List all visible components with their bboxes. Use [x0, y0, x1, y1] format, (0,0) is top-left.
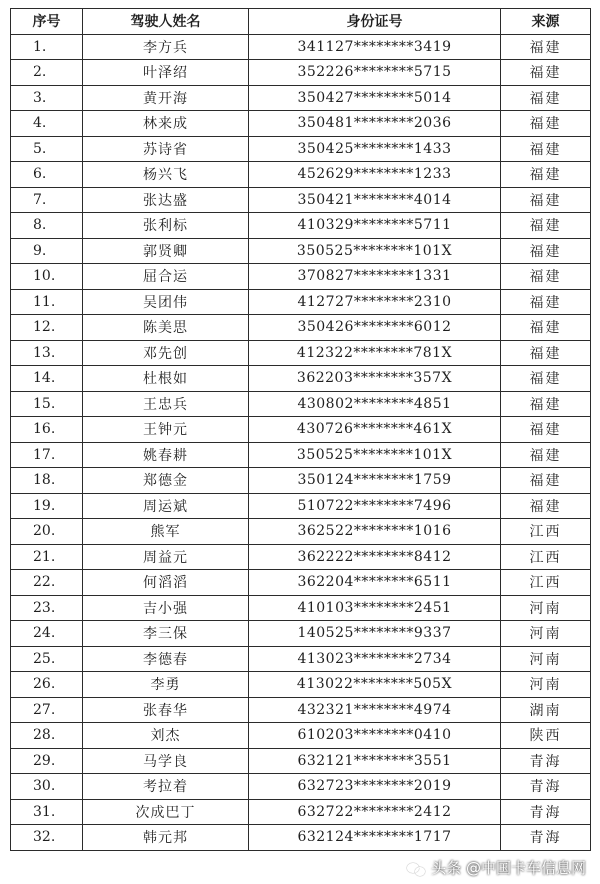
source-cell: 福建 [501, 34, 591, 60]
id-number-cell: 432321********4974 [249, 697, 501, 723]
header-index: 序号 [11, 9, 83, 35]
driver-name-cell: 郑德金 [83, 468, 249, 494]
source-cell: 福建 [501, 213, 591, 239]
table-row [11, 825, 591, 851]
source-cell: 河南 [501, 672, 591, 698]
table-row [11, 417, 591, 443]
source-cell: 青海 [501, 774, 591, 800]
source-cell: 福建 [501, 289, 591, 315]
table-row [11, 213, 591, 239]
id-number-cell: 350427********5014 [249, 85, 501, 111]
table-row [11, 391, 591, 417]
table-row [11, 111, 591, 137]
id-number-cell: 350421********4014 [249, 187, 501, 213]
id-number-cell: 632723********2019 [249, 774, 501, 800]
driver-name-cell: 吉小强 [83, 595, 249, 621]
id-number-cell: 352226********5715 [249, 60, 501, 86]
row-index-cell: 31. [11, 799, 83, 825]
source-cell: 福建 [501, 264, 591, 290]
driver-name-cell: 张利标 [83, 213, 249, 239]
driver-name-cell: 马学良 [83, 748, 249, 774]
header-id-number: 身份证号 [249, 9, 501, 35]
table-row [11, 366, 591, 392]
driver-name-cell: 考拉着 [83, 774, 249, 800]
table-row [11, 646, 591, 672]
table-row [11, 748, 591, 774]
id-number-cell: 632722********2412 [249, 799, 501, 825]
source-cell: 福建 [501, 238, 591, 264]
source-cell: 福建 [501, 162, 591, 188]
table-row [11, 34, 591, 60]
driver-name-cell: 陈美思 [83, 315, 249, 341]
table-row [11, 238, 591, 264]
row-index-cell: 12. [11, 315, 83, 341]
table-row [11, 60, 591, 86]
table-row [11, 136, 591, 162]
table-header-row [11, 9, 591, 35]
table-row [11, 493, 591, 519]
row-index-cell: 30. [11, 774, 83, 800]
id-number-cell: 413023********2734 [249, 646, 501, 672]
table-row [11, 621, 591, 647]
id-number-cell: 430802********4851 [249, 391, 501, 417]
id-number-cell: 430726********461X [249, 417, 501, 443]
driver-name-cell: 李勇 [83, 672, 249, 698]
row-index-cell: 23. [11, 595, 83, 621]
driver-name-cell: 邓先创 [83, 340, 249, 366]
driver-name-cell: 杨兴飞 [83, 162, 249, 188]
id-number-cell: 350525********101X [249, 238, 501, 264]
table-row [11, 85, 591, 111]
row-index-cell: 22. [11, 570, 83, 596]
id-number-cell: 510722********7496 [249, 493, 501, 519]
source-cell: 福建 [501, 187, 591, 213]
source-cell: 青海 [501, 799, 591, 825]
source-cell: 福建 [501, 340, 591, 366]
driver-name-cell: 杜根如 [83, 366, 249, 392]
driver-name-cell: 韩元邦 [83, 825, 249, 851]
source-cell: 福建 [501, 391, 591, 417]
table-row [11, 468, 591, 494]
driver-name-cell: 张达盛 [83, 187, 249, 213]
row-index-cell: 14. [11, 366, 83, 392]
row-index-cell: 15. [11, 391, 83, 417]
row-index-cell: 8. [11, 213, 83, 239]
table-row [11, 570, 591, 596]
id-number-cell: 350425********1433 [249, 136, 501, 162]
header-source: 来源 [501, 9, 591, 35]
id-number-cell: 341127********3419 [249, 34, 501, 60]
row-index-cell: 25. [11, 646, 83, 672]
id-number-cell: 410329********5711 [249, 213, 501, 239]
source-cell: 福建 [501, 468, 591, 494]
row-index-cell: 18. [11, 468, 83, 494]
driver-name-cell: 周益元 [83, 544, 249, 570]
driver-name-cell: 林来成 [83, 111, 249, 137]
table-row [11, 544, 591, 570]
table-row [11, 774, 591, 800]
row-index-cell: 19. [11, 493, 83, 519]
source-cell: 福建 [501, 60, 591, 86]
id-number-cell: 370827********1331 [249, 264, 501, 290]
table-row [11, 340, 591, 366]
id-number-cell: 350525********101X [249, 442, 501, 468]
source-cell: 福建 [501, 111, 591, 137]
source-cell: 福建 [501, 417, 591, 443]
driver-name-cell: 郭贤卿 [83, 238, 249, 264]
table-row [11, 799, 591, 825]
row-index-cell: 13. [11, 340, 83, 366]
watermark-text: 头条 @中国卡车信息网 [431, 859, 586, 877]
driver-name-cell: 王钟元 [83, 417, 249, 443]
driver-name-cell: 刘杰 [83, 723, 249, 749]
id-number-cell: 610203********0410 [249, 723, 501, 749]
table-row [11, 595, 591, 621]
source-cell: 福建 [501, 442, 591, 468]
id-number-cell: 362203********357X [249, 366, 501, 392]
driver-name-cell: 吴团伟 [83, 289, 249, 315]
driver-name-cell: 李方兵 [83, 34, 249, 60]
source-cell: 江西 [501, 519, 591, 545]
source-cell: 河南 [501, 595, 591, 621]
source-cell: 河南 [501, 646, 591, 672]
row-index-cell: 1. [11, 34, 83, 60]
watermark [407, 857, 586, 878]
row-index-cell: 3. [11, 85, 83, 111]
driver-name-cell: 何滔滔 [83, 570, 249, 596]
id-number-cell: 412727********2310 [249, 289, 501, 315]
table-row [11, 697, 591, 723]
table-row [11, 289, 591, 315]
table-row [11, 442, 591, 468]
row-index-cell: 2. [11, 60, 83, 86]
driver-name-cell: 熊军 [83, 519, 249, 545]
driver-name-cell: 姚春耕 [83, 442, 249, 468]
driver-name-cell: 张春华 [83, 697, 249, 723]
source-cell: 福建 [501, 315, 591, 341]
table-row [11, 315, 591, 341]
row-index-cell: 32. [11, 825, 83, 851]
source-cell: 福建 [501, 493, 591, 519]
driver-name-cell: 次成巴丁 [83, 799, 249, 825]
driver-name-cell: 屈合运 [83, 264, 249, 290]
driver-name-cell: 李三保 [83, 621, 249, 647]
row-index-cell: 9. [11, 238, 83, 264]
table-row [11, 672, 591, 698]
row-index-cell: 11. [11, 289, 83, 315]
driver-name-cell: 王忠兵 [83, 391, 249, 417]
driver-table [10, 8, 591, 851]
id-number-cell: 362222********8412 [249, 544, 501, 570]
id-number-cell: 410103********2451 [249, 595, 501, 621]
id-number-cell: 413022********505X [249, 672, 501, 698]
table-row [11, 187, 591, 213]
driver-name-cell: 黄开海 [83, 85, 249, 111]
source-cell: 江西 [501, 570, 591, 596]
row-index-cell: 17. [11, 442, 83, 468]
id-number-cell: 632124********1717 [249, 825, 501, 851]
driver-name-cell: 李德春 [83, 646, 249, 672]
id-number-cell: 452629********1233 [249, 162, 501, 188]
id-number-cell: 350124********1759 [249, 468, 501, 494]
source-cell: 陕西 [501, 723, 591, 749]
table-row [11, 162, 591, 188]
source-cell: 福建 [501, 136, 591, 162]
wechat-icon [407, 861, 425, 875]
source-cell: 河南 [501, 621, 591, 647]
row-index-cell: 10. [11, 264, 83, 290]
row-index-cell: 27. [11, 697, 83, 723]
row-index-cell: 16. [11, 417, 83, 443]
source-cell: 江西 [501, 544, 591, 570]
id-number-cell: 412322********781X [249, 340, 501, 366]
driver-name-cell: 苏诗省 [83, 136, 249, 162]
table-body [11, 34, 591, 850]
id-number-cell: 350481********2036 [249, 111, 501, 137]
row-index-cell: 26. [11, 672, 83, 698]
header-driver-name: 驾驶人姓名 [83, 9, 249, 35]
row-index-cell: 24. [11, 621, 83, 647]
driver-name-cell: 叶泽绍 [83, 60, 249, 86]
id-number-cell: 140525********9337 [249, 621, 501, 647]
id-number-cell: 632121********3551 [249, 748, 501, 774]
id-number-cell: 350426********6012 [249, 315, 501, 341]
row-index-cell: 28. [11, 723, 83, 749]
source-cell: 福建 [501, 366, 591, 392]
row-index-cell: 6. [11, 162, 83, 188]
row-index-cell: 5. [11, 136, 83, 162]
id-number-cell: 362522********1016 [249, 519, 501, 545]
row-index-cell: 21. [11, 544, 83, 570]
row-index-cell: 4. [11, 111, 83, 137]
driver-name-cell: 周运斌 [83, 493, 249, 519]
source-cell: 青海 [501, 748, 591, 774]
table-row [11, 264, 591, 290]
row-index-cell: 29. [11, 748, 83, 774]
source-cell: 青海 [501, 825, 591, 851]
driver-table-sheet [10, 8, 590, 851]
source-cell: 湖南 [501, 697, 591, 723]
id-number-cell: 362204********6511 [249, 570, 501, 596]
source-cell: 福建 [501, 85, 591, 111]
table-row [11, 519, 591, 545]
row-index-cell: 20. [11, 519, 83, 545]
row-index-cell: 7. [11, 187, 83, 213]
table-row [11, 723, 591, 749]
